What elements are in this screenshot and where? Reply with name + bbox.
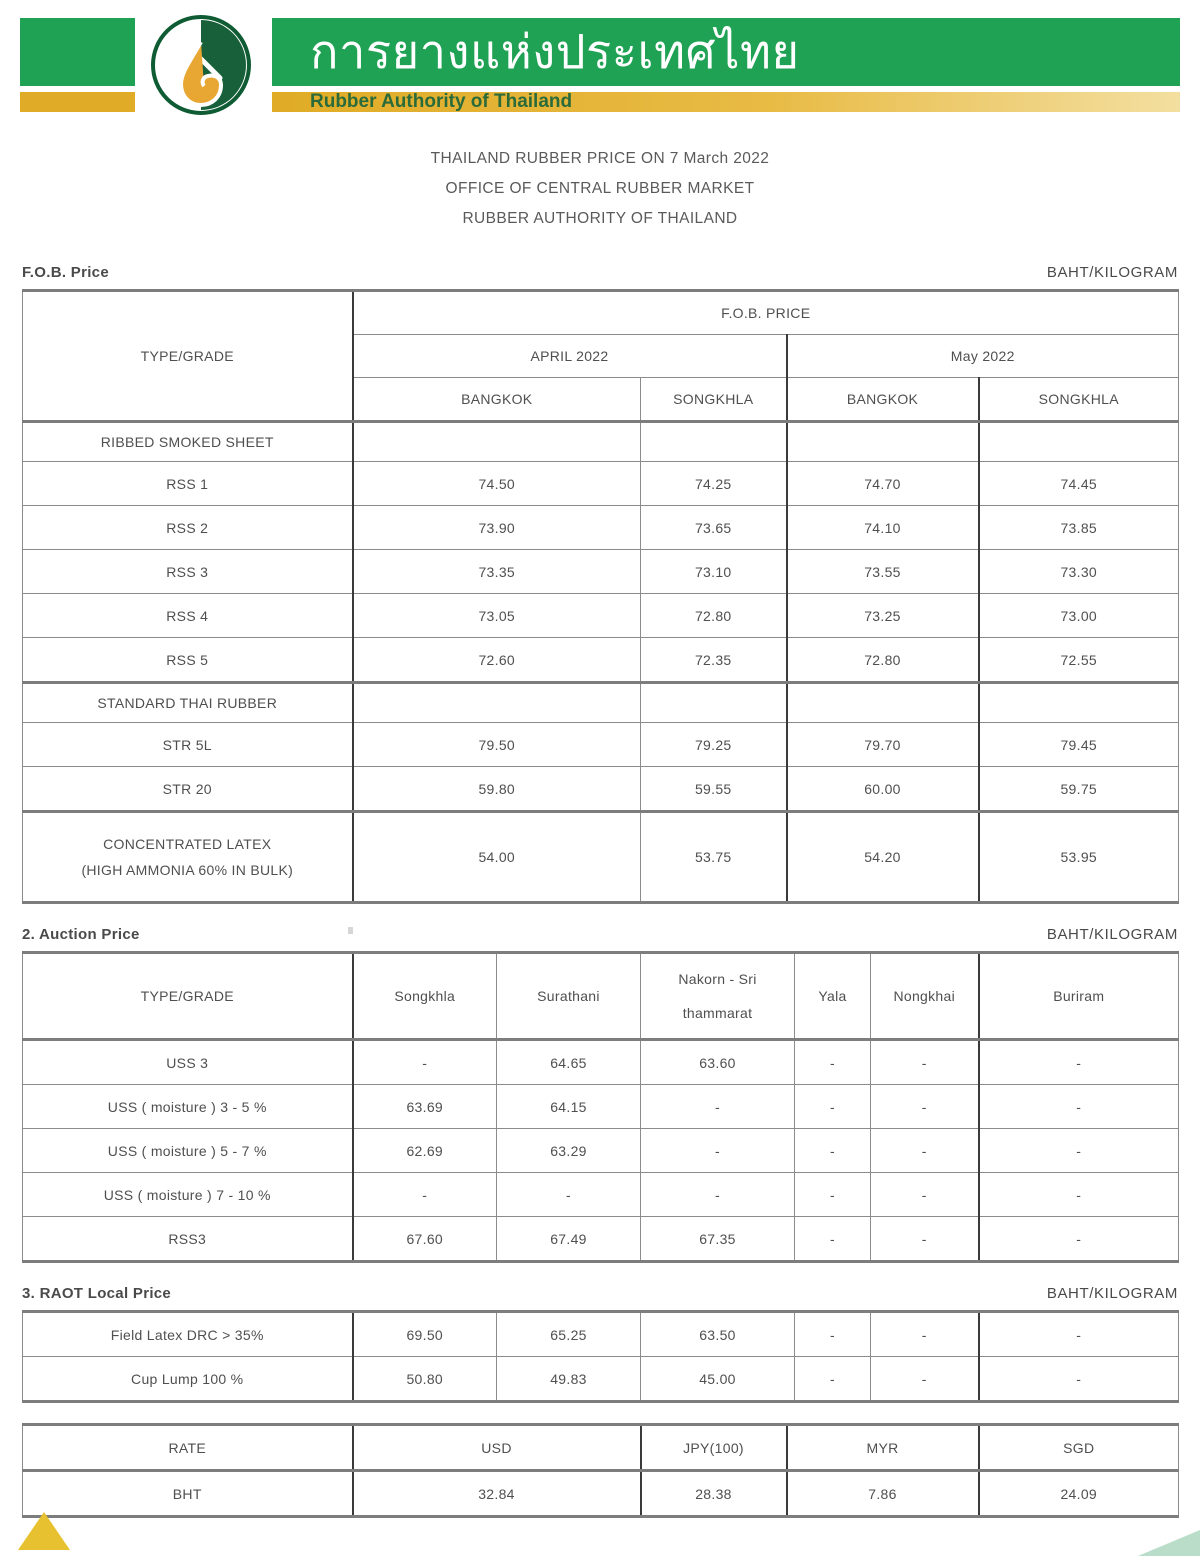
fob-price-table — [22, 289, 1179, 904]
fob-header-songkhla-april: SONGKHLA — [641, 378, 787, 422]
table-row — [23, 594, 1179, 638]
fob-latex-label-line1: CONCENTRATED LATEX — [103, 836, 272, 852]
fob-value: 72.80 — [787, 638, 979, 683]
table-row — [23, 1425, 1179, 1471]
fob-header-bangkok-may: BANGKOK — [787, 378, 979, 422]
auction-value: - — [871, 1173, 979, 1217]
fob-value: 59.80 — [353, 767, 641, 812]
local-value: 50.80 — [353, 1357, 497, 1402]
auction-row-label: USS ( moisture ) 5 - 7 % — [23, 1129, 353, 1173]
fob-header-bangkok-april: BANGKOK — [353, 378, 641, 422]
document-subtitle-block — [0, 144, 1200, 234]
fob-value: 72.55 — [979, 638, 1179, 683]
local-value: - — [979, 1357, 1179, 1402]
fob-value: 72.35 — [641, 638, 787, 683]
header-green-accent-left — [20, 18, 135, 86]
rate-value-myr: 7.86 — [787, 1471, 979, 1517]
auction-price-table — [22, 951, 1179, 1263]
auction-caption: 2. Auction Price — [22, 926, 140, 943]
fob-value: 54.20 — [787, 812, 979, 903]
subtitle-line-3: RUBBER AUTHORITY OF THAILAND — [462, 210, 738, 227]
spacer-cell — [979, 422, 1179, 462]
rate-header-usd: USD — [353, 1425, 641, 1471]
fob-value: 73.65 — [641, 506, 787, 550]
rate-row-currency: BHT — [23, 1471, 353, 1517]
fob-value: 59.55 — [641, 767, 787, 812]
spacer-cell — [641, 683, 787, 723]
auction-value: 67.60 — [353, 1217, 497, 1262]
fob-value: 74.50 — [353, 462, 641, 506]
local-unit-label: BAHT/KILOGRAM — [1046, 1285, 1178, 1302]
fob-value: 79.50 — [353, 723, 641, 767]
auction-row-label: USS ( moisture ) 3 - 5 % — [23, 1085, 353, 1129]
auction-header-nakorn-line2: thammarat — [682, 1005, 753, 1021]
fob-value: 73.35 — [353, 550, 641, 594]
spacer-cell — [787, 422, 979, 462]
local-value: - — [871, 1312, 979, 1357]
subtitle-line-1: THAILAND RUBBER PRICE ON 7 March 2022 — [430, 150, 770, 167]
auction-value: 63.69 — [353, 1085, 497, 1129]
auction-row-label: RSS3 — [23, 1217, 353, 1262]
auction-value: - — [795, 1173, 871, 1217]
fob-value: 74.45 — [979, 462, 1179, 506]
fob-value: 73.90 — [353, 506, 641, 550]
table-row — [23, 506, 1179, 550]
fob-header-songkhla-may: SONGKHLA — [979, 378, 1179, 422]
header-english-title: Rubber Authority of Thailand — [310, 91, 573, 112]
auction-value: - — [641, 1129, 795, 1173]
auction-row-label: USS 3 — [23, 1040, 353, 1085]
auction-value: - — [795, 1085, 871, 1129]
auction-value: - — [871, 1217, 979, 1262]
table-row — [23, 1085, 1179, 1129]
auction-value: - — [871, 1085, 979, 1129]
fob-value: 73.30 — [979, 550, 1179, 594]
fob-header-may: May 2022 — [787, 335, 1179, 378]
table-row — [23, 638, 1179, 683]
fob-header-type-grade: TYPE/GRADE — [23, 291, 353, 422]
auction-value: - — [353, 1040, 497, 1085]
auction-value: - — [871, 1129, 979, 1173]
fob-value: 53.75 — [641, 812, 787, 903]
fob-value: 60.00 — [787, 767, 979, 812]
raot-local-price-table — [22, 1310, 1179, 1403]
rate-value-jpy: 28.38 — [641, 1471, 787, 1517]
fob-caption-row — [0, 264, 1200, 281]
table-row — [23, 953, 1179, 1040]
fob-row-label: RSS 4 — [23, 594, 353, 638]
table-row — [23, 683, 1179, 723]
header-thai-title: การยางแห่งประเทศไทย — [310, 25, 800, 80]
auction-header-yala: Yala — [795, 953, 871, 1040]
fob-value: 73.25 — [787, 594, 979, 638]
table-row — [23, 1357, 1179, 1402]
rubber-leaf-droplet-logo-icon — [148, 12, 254, 118]
auction-value: - — [497, 1173, 641, 1217]
local-value: - — [795, 1312, 871, 1357]
fob-value: 79.70 — [787, 723, 979, 767]
local-value: - — [871, 1357, 979, 1402]
local-value: 65.25 — [497, 1312, 641, 1357]
auction-value: - — [795, 1040, 871, 1085]
local-caption: 3. RAOT Local Price — [22, 1285, 172, 1302]
fob-value: 74.70 — [787, 462, 979, 506]
local-value: 63.50 — [641, 1312, 795, 1357]
fob-value: 74.25 — [641, 462, 787, 506]
fob-row-label: RSS 2 — [23, 506, 353, 550]
fob-value: 53.95 — [979, 812, 1179, 903]
table-row — [23, 1173, 1179, 1217]
fob-caption: F.O.B. Price — [22, 264, 109, 281]
fob-row-label: RSS 3 — [23, 550, 353, 594]
fob-value: 73.10 — [641, 550, 787, 594]
rate-header-rate: RATE — [23, 1425, 353, 1471]
fob-header-april: APRIL 2022 — [353, 335, 787, 378]
auction-value: 64.65 — [497, 1040, 641, 1085]
auction-value: 67.35 — [641, 1217, 795, 1262]
auction-value: 63.29 — [497, 1129, 641, 1173]
fob-value: 59.75 — [979, 767, 1179, 812]
auction-value: - — [979, 1040, 1179, 1085]
fob-row-label: RSS 5 — [23, 638, 353, 683]
auction-value: 64.15 — [497, 1085, 641, 1129]
rate-value-usd: 32.84 — [353, 1471, 641, 1517]
rate-value-sgd: 24.09 — [979, 1471, 1179, 1517]
fob-latex-label-line2: (HIGH AMMONIA 60% IN BULK) — [81, 862, 294, 878]
table-row — [23, 550, 1179, 594]
table-row — [23, 723, 1179, 767]
local-row-label: Cup Lump 100 % — [23, 1357, 353, 1402]
fob-value: 72.80 — [641, 594, 787, 638]
spacer-cell — [787, 683, 979, 723]
page-tick-mark — [348, 927, 353, 934]
fob-value: 79.45 — [979, 723, 1179, 767]
table-row — [23, 1471, 1179, 1517]
auction-header-nakorn-sri-thammarat — [641, 953, 795, 1040]
fob-row-label: STR 20 — [23, 767, 353, 812]
auction-value: - — [795, 1217, 871, 1262]
local-value: - — [795, 1357, 871, 1402]
local-value: - — [979, 1312, 1179, 1357]
local-row-label: Field Latex DRC > 35% — [23, 1312, 353, 1357]
rate-header-jpy: JPY(100) — [641, 1425, 787, 1471]
spacer-cell — [979, 683, 1179, 723]
auction-caption-row — [0, 926, 1200, 943]
table-row — [23, 291, 1179, 335]
fob-value: 79.25 — [641, 723, 787, 767]
auction-value: - — [979, 1173, 1179, 1217]
table-row — [23, 812, 1179, 903]
local-caption-row — [0, 1285, 1200, 1302]
fob-unit-label: BAHT/KILOGRAM — [1046, 264, 1178, 281]
auction-header-surathani: Surathani — [497, 953, 641, 1040]
spacer-cell — [353, 683, 641, 723]
auction-header-type-grade: TYPE/GRADE — [23, 953, 353, 1040]
auction-value: - — [979, 1217, 1179, 1262]
fob-value: 73.85 — [979, 506, 1179, 550]
auction-value: 63.60 — [641, 1040, 795, 1085]
auction-value: - — [641, 1085, 795, 1129]
rate-header-sgd: SGD — [979, 1425, 1179, 1471]
fob-value: 74.10 — [787, 506, 979, 550]
table-row — [23, 462, 1179, 506]
table-row — [23, 1129, 1179, 1173]
exchange-rate-table — [22, 1423, 1179, 1518]
auction-value: - — [979, 1085, 1179, 1129]
auction-unit-label: BAHT/KILOGRAM — [1046, 926, 1178, 943]
fob-value: 73.05 — [353, 594, 641, 638]
footer-green-corner-decoration — [1138, 1530, 1200, 1556]
local-value: 69.50 — [353, 1312, 497, 1357]
fob-row-label: STR 5L — [23, 723, 353, 767]
auction-header-nakorn-line1: Nakorn - Sri — [678, 971, 757, 987]
fob-header-fob-price: F.O.B. PRICE — [353, 291, 1179, 335]
auction-header-buriram: Buriram — [979, 953, 1179, 1040]
table-row — [23, 422, 1179, 462]
local-value: 45.00 — [641, 1357, 795, 1402]
fob-value: 72.60 — [353, 638, 641, 683]
fob-row-label: RSS 1 — [23, 462, 353, 506]
rate-header-myr: MYR — [787, 1425, 979, 1471]
fob-group-title-str: STANDARD THAI RUBBER — [23, 683, 353, 723]
auction-value: - — [641, 1173, 795, 1217]
fob-value: 54.00 — [353, 812, 641, 903]
header-gold-accent-left — [20, 92, 135, 112]
spacer-cell — [641, 422, 787, 462]
auction-header-songkhla: Songkhla — [353, 953, 497, 1040]
fob-group-title-rss: RIBBED SMOKED SHEET — [23, 422, 353, 462]
auction-header-nongkhai: Nongkhai — [871, 953, 979, 1040]
auction-value: - — [353, 1173, 497, 1217]
auction-value: 62.69 — [353, 1129, 497, 1173]
auction-value: - — [795, 1129, 871, 1173]
auction-value: 67.49 — [497, 1217, 641, 1262]
footer-gold-triangle-decoration — [18, 1512, 70, 1550]
table-row — [23, 1040, 1179, 1085]
page-header — [0, 0, 1200, 122]
local-value: 49.83 — [497, 1357, 641, 1402]
subtitle-line-2: OFFICE OF CENTRAL RUBBER MARKET — [445, 180, 755, 197]
fob-value: 73.55 — [787, 550, 979, 594]
table-row — [23, 767, 1179, 812]
fob-latex-label — [23, 812, 353, 903]
spacer-cell — [353, 422, 641, 462]
auction-value: - — [979, 1129, 1179, 1173]
auction-value: - — [871, 1040, 979, 1085]
table-row — [23, 1217, 1179, 1262]
fob-value: 73.00 — [979, 594, 1179, 638]
auction-row-label: USS ( moisture ) 7 - 10 % — [23, 1173, 353, 1217]
table-row — [23, 1312, 1179, 1357]
